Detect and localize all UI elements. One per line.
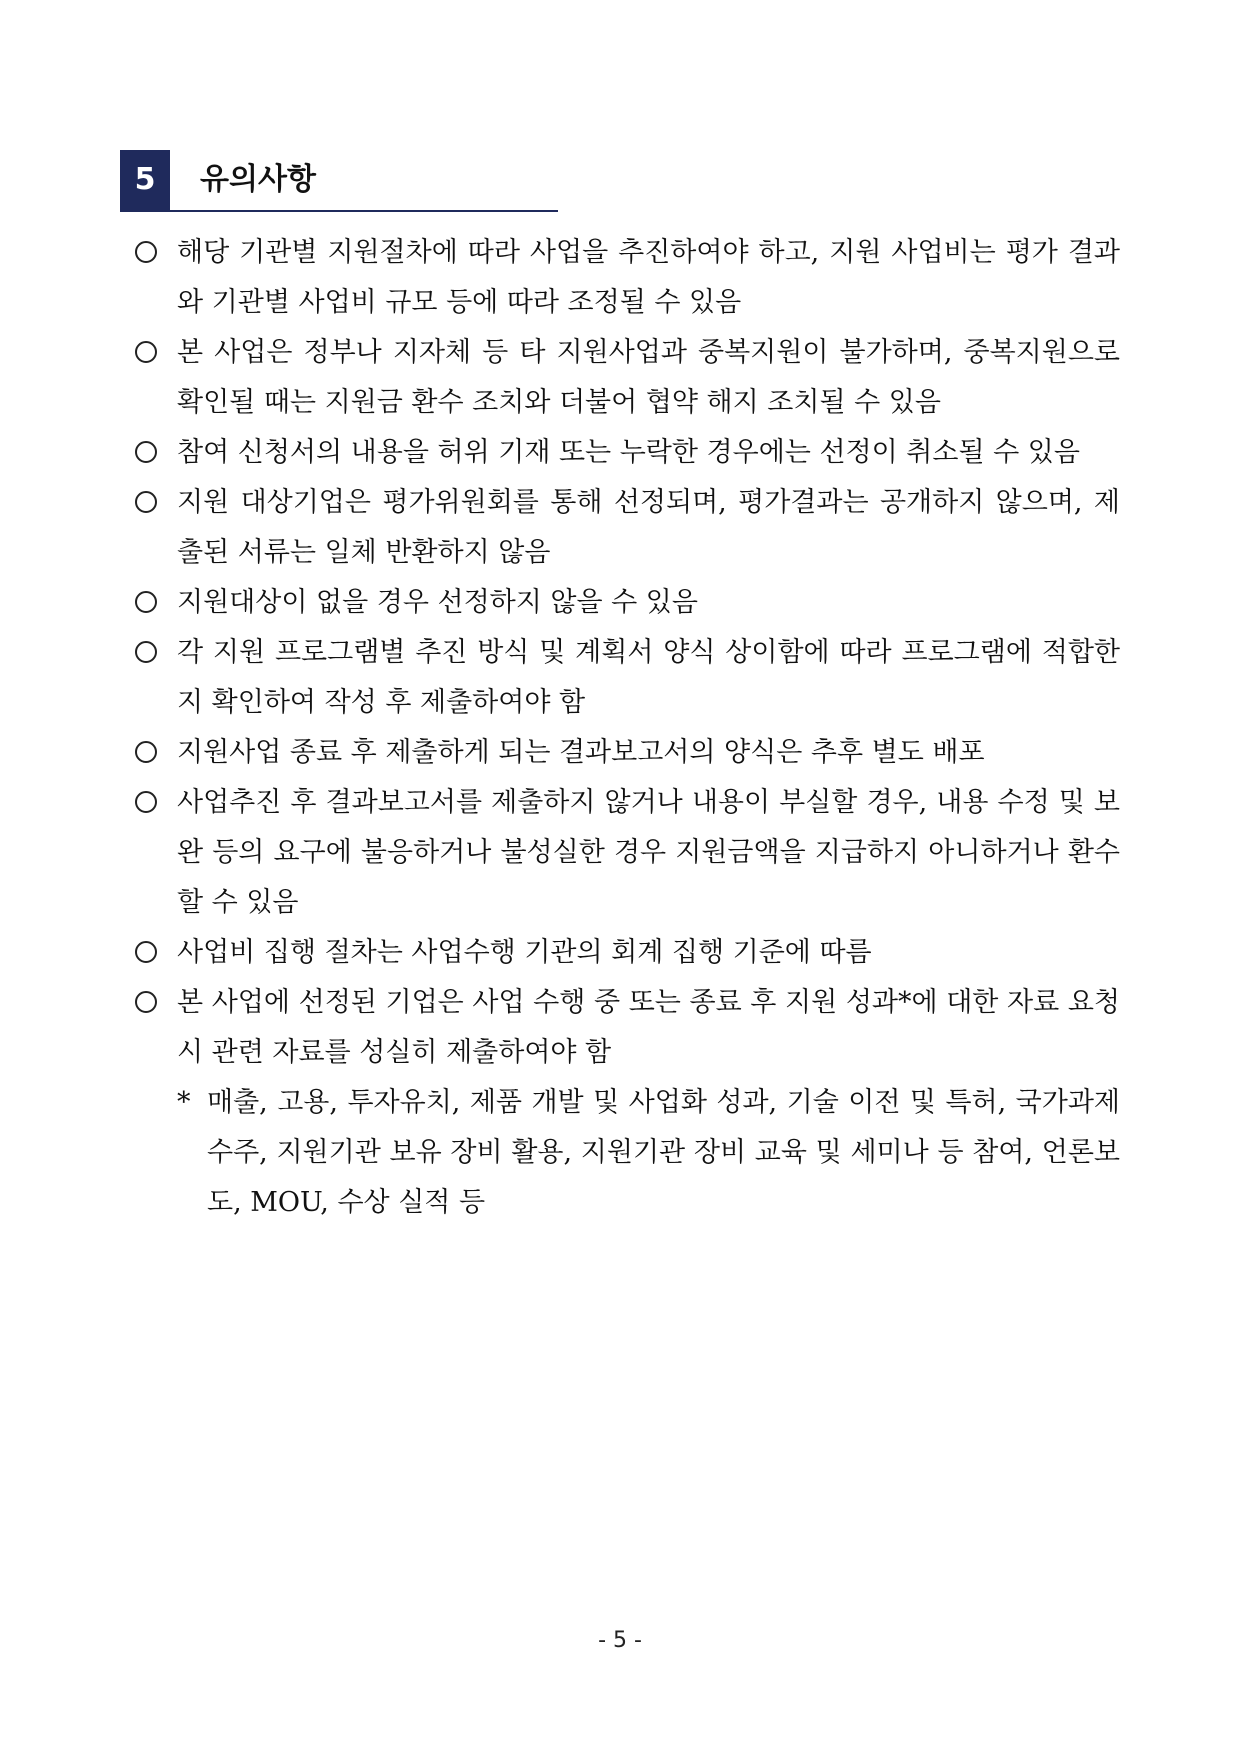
circle-bullet-icon [135,491,157,513]
circle-bullet-icon [135,991,157,1013]
notice-item-6 [135,628,1120,728]
circle-bullet-icon [135,641,157,663]
notice-text: 사업추진 후 결과보고서를 제출하지 않거나 내용이 부실할 경우, 내용 수정 및 보완 등의 요구에 불응하거나 불성실한 경우 지원금액을 지급하지 아니하거나 환수할 수 있음 [177,787,1120,918]
notice-item-10 [135,978,1120,1078]
notice-item-7 [135,728,1120,778]
notice-text: 지원대상이 없을 경우 선정하지 않을 수 있음 [177,587,698,618]
notice-text: 본 사업은 정부나 지자체 등 타 지원사업과 중복지원이 불가하며, 중복지원으로 확인될 때는 지원금 환수 조치와 더불어 협약 해지 조치될 수 있음 [177,337,1120,418]
notice-item-1 [135,228,1120,328]
notice-item-3 [135,428,1120,478]
notice-text: 사업비 집행 절차는 사업수행 기관의 회계 집행 기준에 따름 [177,937,872,968]
notice-item-9 [135,928,1120,978]
section-header [120,150,558,212]
notice-item-8 [135,778,1120,928]
notice-item-4 [135,478,1120,578]
notice-text: 지원사업 종료 후 제출하게 되는 결과보고서의 양식은 추후 별도 배포 [177,737,985,768]
circle-bullet-icon [135,791,157,813]
circle-bullet-icon [135,441,157,463]
notice-item-5 [135,578,1120,628]
notice-text: 본 사업에 선정된 기업은 사업 수행 중 또는 종료 후 지원 성과*에 대한 자료 요청시 관련 자료를 성실히 제출하여야 함 [177,987,1120,1068]
circle-bullet-icon [135,941,157,963]
page-number: - 5 - [598,1628,642,1653]
circle-bullet-icon [135,241,157,263]
notice-text: 지원 대상기업은 평가위원회를 통해 선정되며, 평가결과는 공개하지 않으며, 제출된 서류는 일체 반환하지 않음 [177,487,1120,568]
section-number: 5 [120,150,170,210]
circle-bullet-icon [135,591,157,613]
section-title: 유의사항 [200,162,316,197]
notice-text: 참여 신청서의 내용을 허위 기재 또는 누락한 경우에는 선정이 취소될 수 있음 [177,437,1080,468]
notice-text: 해당 기관별 지원절차에 따라 사업을 추진하여야 하고, 지원 사업비는 평가 결과와 기관별 사업비 규모 등에 따라 조정될 수 있음 [177,237,1120,318]
circle-bullet-icon [135,341,157,363]
circle-bullet-icon [135,741,157,763]
footnote-text: 매출, 고용, 투자유치, 제품 개발 및 사업화 성과, 기술 이전 및 특허, 국가과제 수주, 지원기관 보유 장비 활용, 지원기관 장비 교육 및 세미나 등 참여, 언론보도, MOU, 수상 실적 등 [207,1087,1120,1218]
notice-text: 각 지원 프로그램별 추진 방식 및 계획서 양식 상이함에 따라 프로그램에 적합한지 확인하여 작성 후 제출하여야 함 [177,637,1120,718]
footnote [177,1078,1120,1228]
notice-item-2 [135,328,1120,428]
notice-list [135,228,1120,1228]
footnote-mark: * [177,1087,191,1118]
